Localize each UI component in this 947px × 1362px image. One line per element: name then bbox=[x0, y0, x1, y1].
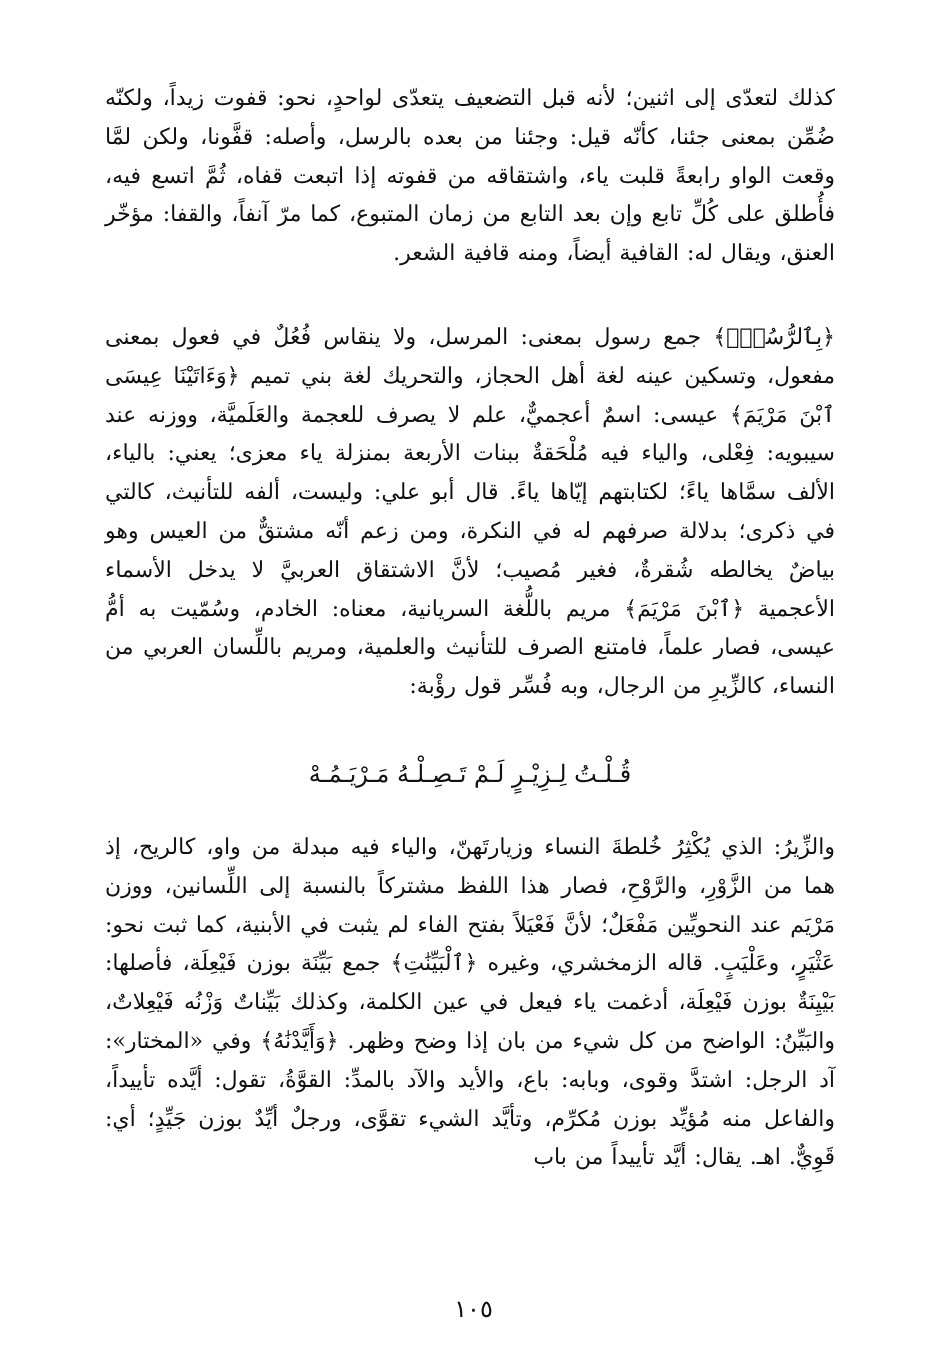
paragraph-3: والزِّيرُ: الذي يُكْثِرُ خُلطةَ النساء وزيارتَهنّ، والياء فيه مبدلة من واو، كالريح، إذ هما من الزَّوْرِ، والرَّوْحِ، فصار هذا اللفظ مشتركاً بالنسبة إلى اللِّسانين، ووزن مَرْيَم عند النحويِّين مَفْعَلٌ؛ لأنَّ فَعْيَلاً بفتح الفاء لم يثبت في الأبنية، كما ثبت نحو: عَثْيَرٍ، وعَلْيَبٍ. قاله الزمخشري، وغيره ﴿ٱلْبَيِّنَٰتِ﴾ جمع بَيِّنَة بوزن فَيْعِلَة، فأصلها: بَيْيِنَةٌ بوزن فَيْعِلَة، أدغمت ياء فيعل في عين الكلمة، وكذلك بَيِّناتٌ وَزْنُه فَيْعِلاتٌ، والبَيِّنُ: الواضح من كل شيء من بان إذا وضح وظهر. ﴿وَأَيَّدْنَٰهُ﴾ وفي «المختار»: آد الرجل: اشتدَّ وقوى، وبابه: باع، والأيد والآد بالمدِّ: القوَّةُ، تقول: أيَّده تأييداً، والفاعل منه مُؤيِّد بوزن مُكرِّم، وتأيَّد الشيء تقوَّى، ورجلٌ أيِّدٌ بوزن جَيِّدٍ؛ أي: قَوِيٌّ. اهـ. يقال: أيَّد تأييداً من باب bbox=[105, 835, 835, 1171]
paragraph-2: ﴿بِٱلرُّسُلِۖ﴾ جمع رسول بمعنى: المرسل، ولا ينقاس فُعُلٌ في فعول بمعنى مفعول، وتسكين عينه لغة أهل الحجاز، والتحريك لغة بني تميم ﴿وَءَاتَيْنَا عِيسَى ٱبْنَ مَرْيَمَ﴾ عيسى: اسمٌ أعجميٌّ، علم لا يصرف للعجمة والعَلَميَّة، ووزنه عند سيبويه: فِعْلى، والياء فيه مُلْحَقةٌ ببنات الأربعة بمنزلة ياء معزى؛ يعني: بالياء، الألف سمَّاها ياءً؛ لكتابتهم إيّاها ياءً. قال أبو علي: وليست، ألفه للتأنيث، كالتي في ذكرى؛ بدلالة صرفهم له في النكرة، ومن زعم أنّه مشتقٌّ من العيس وهو بياضٌ يخالطه شُقرةٌ، فغير مُصيب؛ لأنَّ الاشتقاق العربيَّ لا يدخل الأسماء الأعجمية ﴿ٱبْنَ مَرْيَمَ﴾ مريم باللُّغة السريانية، معناه: الخادم، وسُمّيت به أمُّ عيسى، فصار علماً، فامتنع الصرف للتأنيث والعلمية، ومريم باللِّسان العربي من النساء، كالزِّيرِ من الرجال، وبه فُسِّر قول رؤْبة: bbox=[105, 325, 835, 700]
poetry-verse: قُـلْـتُ لِـزِيْـرٍ لَـمْ تَـصِـلْـهُ مَـرْيَـمُـهْ bbox=[308, 760, 632, 788]
page-number: ١٠٥ bbox=[454, 1295, 493, 1323]
paragraph-1: كذلك لتعدّى إلى اثنين؛ لأنه قبل التضعيف يتعدّى لواحدٍ، نحو: قفوت زيداً، ولكنّه ضُمِّن بمعنى جئنا، كأنّه قيل: وجئنا من بعده بالرسل، وأصله: قفَّونا، ولكن لمَّا وقعت الواو رابعةً قلبت ياء، واشتقاقه من قفوته إذا اتبعت قفاه، ثُمَّ اتسع فيه، فأُطلق على كُلِّ تابع وإن بعد التابع من زمان المتبوع، كما مرّ آنفاً، والقفا: مؤخّر العنق، ويقال له: القافية أيضاً، ومنه قافية الشعر. bbox=[105, 86, 835, 267]
